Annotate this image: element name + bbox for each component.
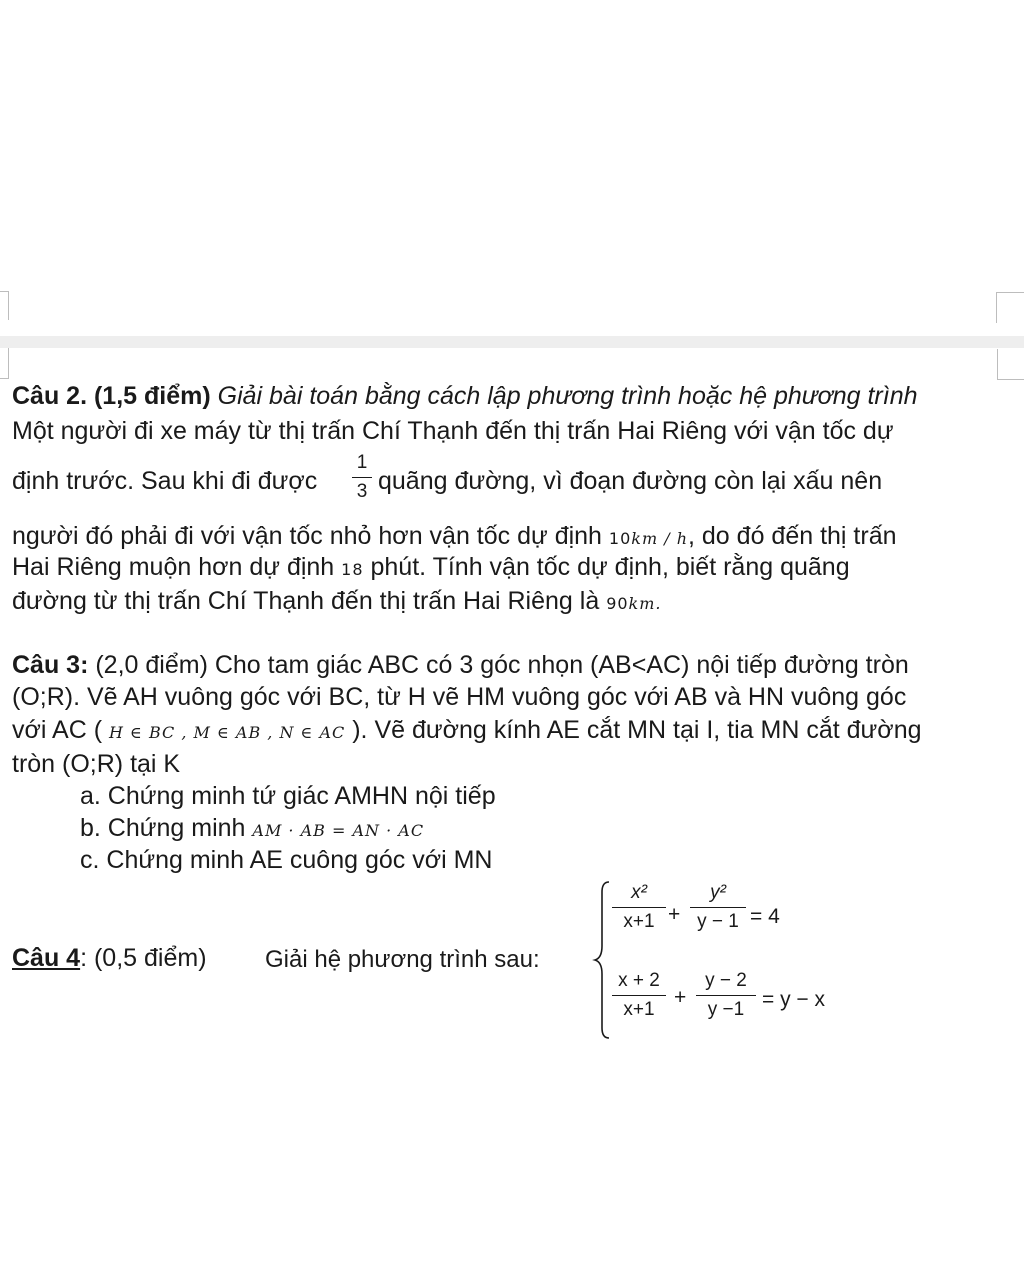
distance-value: 90 xyxy=(606,594,629,613)
page-corner-mark xyxy=(997,349,1024,380)
fraction-denominator: x+1 xyxy=(623,999,655,1020)
q3-text: b. Chứng minh xyxy=(80,814,246,842)
one-third-fraction xyxy=(352,452,372,503)
fraction-numerator: y² xyxy=(710,882,726,903)
q2-heading xyxy=(12,382,918,411)
fraction-numerator: x + 2 xyxy=(618,970,660,991)
q2-instruction: Giải bài toán bằng cách lập phương trình hoặc hệ phương trình xyxy=(217,382,918,410)
q2-text: người đó phải đi với vận tốc nhỏ hơn vận tốc dự định xyxy=(12,522,602,550)
q3-text: ). Vẽ đường kính AE cắt MN tại I, tia MN cắt đường xyxy=(352,716,922,744)
eq2-fraction-1 xyxy=(612,970,666,1021)
eq2-plus: + xyxy=(674,986,687,1009)
q2-line: Một người đi xe máy từ thị trấn Chí Thạnh đến thị trấn Hai Riêng với vận tốc dự xyxy=(12,417,894,445)
fraction-numerator: x² xyxy=(631,882,647,903)
q3-text: với AC ( xyxy=(12,716,103,744)
q3-part-b-math: AM · AB = AN · AC xyxy=(252,821,425,840)
q2-text: Hai Riêng muộn hơn dự định xyxy=(12,553,335,581)
q2-line xyxy=(12,467,317,496)
q3-label: Câu 3: xyxy=(12,651,89,679)
distance-unit: km. xyxy=(628,594,662,613)
fraction-numerator: 1 xyxy=(356,452,368,473)
eq1-plus: + xyxy=(668,903,681,926)
q2-text: đường từ thị trấn Chí Thạnh đến thị trấn Hai Riêng là xyxy=(12,587,600,615)
fraction-denominator: x+1 xyxy=(623,911,655,932)
fraction-denominator: y −1 xyxy=(707,999,745,1020)
q2-line xyxy=(12,553,850,582)
fraction-bar xyxy=(352,477,372,478)
late-minutes-value: 18 xyxy=(341,560,364,579)
eq1-fraction-2 xyxy=(690,882,746,933)
fraction-bar xyxy=(696,995,756,996)
q2-text: phút. Tính vận tốc dự định, biết rằng quãng xyxy=(370,553,850,581)
q3-line xyxy=(12,651,909,680)
eq2-rhs: = y − x xyxy=(762,988,826,1011)
page-corner-mark xyxy=(996,292,1024,323)
speed-unit: km / h xyxy=(631,529,689,548)
page-gap xyxy=(0,336,1024,348)
q4-label-text: Câu 4 xyxy=(12,944,81,972)
page-corner-mark xyxy=(0,291,9,320)
page-corner-mark xyxy=(0,348,9,379)
q3-text: (2,0 điểm) Cho tam giác ABC có 3 góc nhọn (AB<AC) nội tiếp đường tròn xyxy=(95,651,909,679)
q3-condition-math: H ∈ BC , M ∈ AB , N ∈ AC xyxy=(108,723,346,742)
q2-line xyxy=(12,522,897,551)
fraction-bar xyxy=(612,995,666,996)
fraction-denominator: 3 xyxy=(356,481,368,502)
q2-line xyxy=(12,587,662,616)
fraction-bar xyxy=(612,907,666,908)
q2-text: , do đó đến thị trấn xyxy=(688,522,897,550)
q3-part-b xyxy=(80,814,424,843)
eq1-rhs: = 4 xyxy=(750,905,780,928)
system-brace-icon xyxy=(592,880,612,1040)
q2-text: định trước. Sau khi đi được xyxy=(12,467,318,495)
eq2-fraction-2 xyxy=(696,970,756,1021)
fraction-numerator: y − 2 xyxy=(705,970,747,991)
q3-line: tròn (O;R) tại K xyxy=(12,750,181,778)
q2-label: Câu 2. (1,5 điểm) xyxy=(12,382,211,410)
q4-prompt: Giải hệ phương trình sau: xyxy=(265,946,540,973)
q3-line xyxy=(12,716,922,745)
q2-text: quãng đường, vì đoạn đường còn lại xấu nên xyxy=(378,467,883,495)
q3-part-a: a. Chứng minh tứ giác AMHN nội tiếp xyxy=(80,782,496,810)
fraction-bar xyxy=(690,907,746,908)
q4-label xyxy=(12,944,207,973)
speed-diff-value: 10 xyxy=(608,529,632,548)
eq1-fraction-1 xyxy=(612,882,666,933)
q4-points: : (0,5 điểm) xyxy=(80,944,207,972)
q3-line: (O;R). Vẽ AH vuông góc với BC, từ H vẽ HM vuông góc với AB và HN vuông góc xyxy=(12,683,907,711)
q3-part-c: c. Chứng minh AE cuông góc với MN xyxy=(80,846,493,874)
fraction-denominator: y − 1 xyxy=(697,911,739,932)
